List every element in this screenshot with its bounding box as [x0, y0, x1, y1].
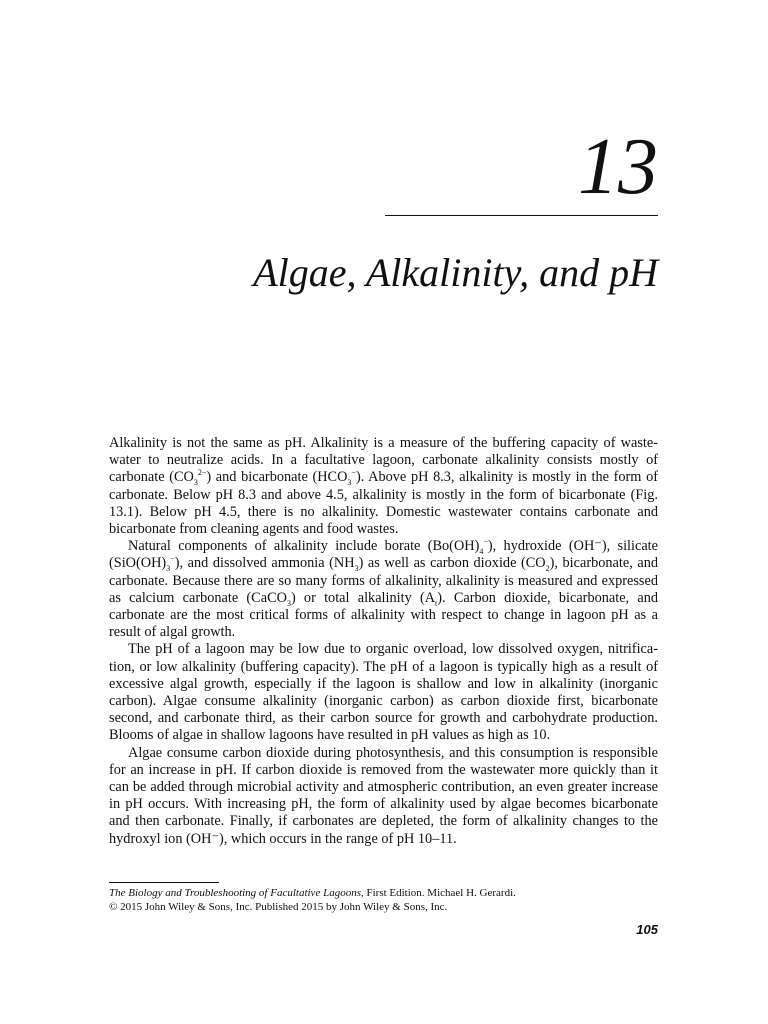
footnote-book-title: The Biology and Troubleshooting of Facultative Lagoons — [109, 887, 361, 899]
paragraph-4: Algae consume carbon dioxide during photosynthesis, and this consumption is responsible for an increase in pH. If carbon dioxide is removed from the wastewater more quickly than it can be added through microbial activity and atmospheric contribution, an even greater increase in pH occurs. With increasing pH, the form of alkalinity used by algae becomes bicarbonate and then carbonate. Finally, if carbonates are depleted, the form of alkalinity changes to the hydroxyl ion (OH⁻), which occurs in the range of pH 10–11. — [109, 744, 658, 847]
footnote-edition-author: , First Edition. Michael H. Gerardi. — [360, 887, 516, 899]
footnote-rule — [109, 882, 219, 883]
chapter-title: Algae, Alkalinity, and pH — [253, 250, 658, 295]
chapter-divider — [385, 215, 658, 216]
footnote — [109, 886, 669, 914]
page-number: 105 — [636, 922, 658, 937]
paragraph-3: The pH of a lagoon may be low due to organic overload, low dissolved oxygen, nitrification, or low alkalinity (buffering capacity). The pH of a lagoon is typically high as a result of excessive algal growth, especially if the lagoon is shallow and low in alkalinity (inorganic carbon). Algae consume alkalinity (inorganic carbon) as carbon dioxide first, bicarbonate second, and carbonate third, as their carbon source for growth and carbohydrate production. Blooms of algae in shallow lagoons have resulted in pH values as high as 10. — [109, 641, 658, 744]
footnote-copyright: © 2015 John Wiley & Sons, Inc. Published 2015 by John Wiley & Sons, Inc. — [109, 901, 448, 913]
footnote-line-1 — [109, 886, 669, 900]
paragraph-1: Alkalinity is not the same as pH. Alkalinity is a measure of the buffering capacity of wastewater to neutralize acids. In a facultative lagoon, carbonate alkalinity consists mostly of carbonate $(CO_3^{2-})$ and bicarbonate $(HCO_3^-)$. Above pH 8.3, alkalinity is mostly in the form of carbonate. Below pH 8.3 and above 4.5, alkalinity is mostly in the form of bicarbonate (Fig. 13.1). Below pH 4.5, there is no alkalinity. Domestic wastewater contains carbonate and bicarbonate from cleaning agents and food wastes. — [109, 435, 658, 538]
chapter-number: 13 — [578, 123, 658, 211]
paragraph-2: Natural components of alkalinity include borate $(Bo(OH)_4^-)$, hydroxide (OH⁻), silicate $(SiO(OH)_3^-)$, and dissolved ammonia $(NH_3)$ as well as carbon dioxide $(CO_2)$, bicarbonate, and carbonate. Because there are so many forms of alkalinity, alkalinity is measured and expressed as calcium carbonate (CaCO$_3$) or total alkalinity $(A_t)$. Carbon dioxide, bicarbonate, and carbonate are the most critical forms of alkalinity with respect to change in lagoon pH as a result of algal growth. — [109, 537, 658, 641]
chapter-body — [109, 435, 658, 848]
